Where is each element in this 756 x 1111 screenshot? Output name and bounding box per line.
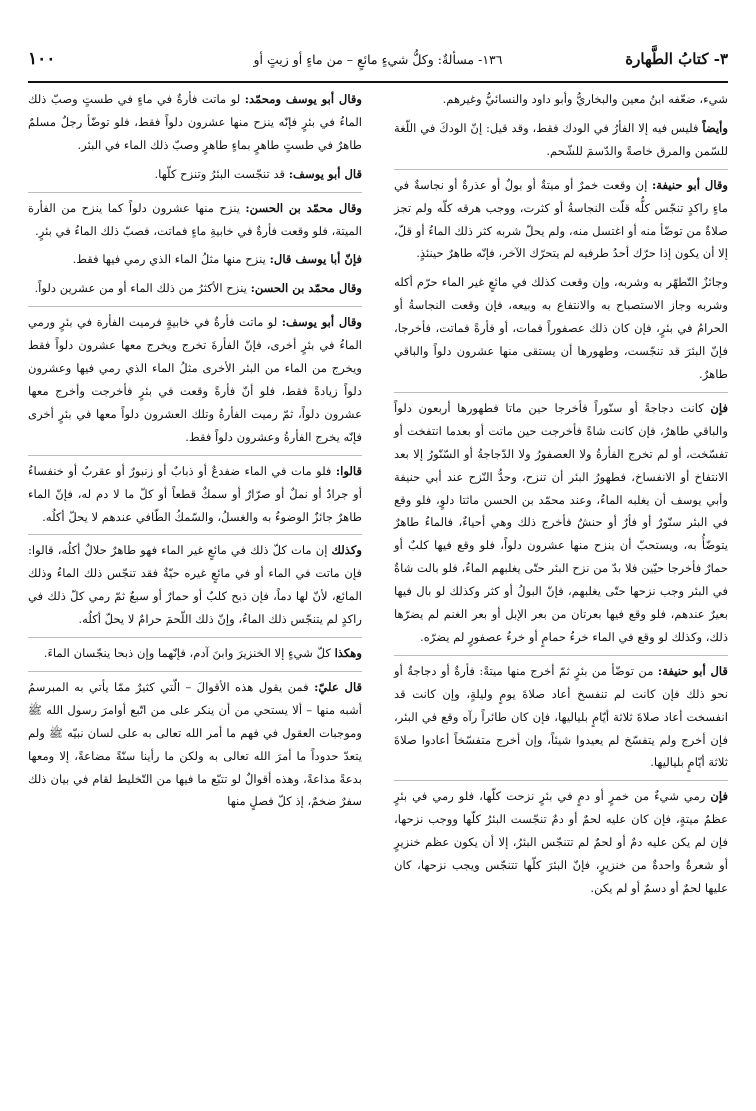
- left-column: [28, 88, 362, 1088]
- paragraph-lead: فإن: [710, 789, 728, 804]
- paragraph: [28, 534, 362, 631]
- paragraph: [28, 248, 362, 271]
- paragraph-text: من توضّأ من بئرٍ ثمّ أخرج منها ميتةً: فأرةٌ أو دجاجةٌ أو نحو ذلك فإن كانت لم تنفسخ أعاد صلاةَ يومٍ وليلةٍ، وإن كانت قد انفسخت أعاد صلاةَ ثلاثة أيّامٍ بلياليها، فإن كان طائراً رآه وقع في البئر، فإن أخرج ولم يتفسّخ لم يعيدوا شيئاً، وإن أخرج متفسّخاً أعادوا صلاةَ ثلاثة أيّامٍ بلياليها.: [394, 663, 728, 770]
- paragraph-lead: وقال محمّد بن الحسن:: [245, 200, 362, 215]
- paragraph-text: إن مات كلّ ذلك في مائعٍ غير الماء فهو طاهرٌ حلالٌ أكلُه، قالوا: فإن ماتت في الماء أو في مائعٍ غيره حيّةٌ فقد تنجّس ذلك الماءُ وذلك المائع، لأنّ لها دماً، فإن ذبح كلبٌ أو حمارٌ أو سبعٌ ثمّ رمي كلّ ذلك في راكدٍ لم يتنجّس ذلك الماءُ، وإنّ ذلك اللّحمَ حرامٌ لا يحلّ أكلُه.: [28, 543, 362, 627]
- paragraph: [28, 306, 362, 448]
- paragraph-text: قد تنجّست البئرُ وتنزح كلّها.: [154, 166, 286, 181]
- paragraph-text: ينزح منها مثلُ الماء الذي رمي فيها فقط.: [72, 252, 266, 267]
- paragraph: [394, 655, 728, 775]
- chapter-title: ٣- كتابُ الطَّهارة: [625, 50, 728, 68]
- paragraph-text: ينزح منها عشرون دلواً كما ينزح من الفأرة الميتة، فلو وقعت فأرةٌ في خابيةِ ماءٍ فماتت، فصبّ ذلك الماءُ في بئرٍ.: [28, 200, 362, 238]
- paragraph-text: وجائزٌ التّطهّر به وشربه، وإن وقعت كذلك في مائعٍ غير الماء حرّم أكله وشربه وجاز الاستصباح به والانتفاع به وبيعه، فإن وقعت النجاسةُ أو الحرامُ في بئرٍ، فإن كان ذلك عصفوراً فمات، أو فأرةً فماتت، فأخرجا، فإنّ البئرَ قد تنجّست، وطهورها أن يستقى منها عشرون دلواً والباقي طاهرٌ.: [394, 275, 728, 381]
- paragraph-lead: وأيضاً: [702, 120, 728, 135]
- paragraph: [394, 271, 728, 386]
- header-divider: [28, 81, 728, 83]
- paragraph-lead: وقال محمّد بن الحسن:: [250, 281, 362, 296]
- paragraph: [28, 163, 362, 186]
- paragraph: [394, 88, 728, 111]
- paragraph-lead: قال أبو يوسف:: [288, 166, 362, 181]
- paragraph-lead: قالوا:: [335, 463, 363, 478]
- paragraph-lead: وقال أبو حنيفة:: [651, 177, 728, 192]
- paragraph: [28, 88, 362, 157]
- paragraph-text: كانت دجاجةً أو سنّوراً فأخرجا حين ماتا فطهورها أربعون دلواً والباقي طاهرٌ، فإن كانت شاةً فأخرجت حين ماتت أو بعدما انتفخت أو تفسّخت، أو لم تخرج الفأرةُ ولا العصفورُ ولا الدّجاجةُ أو السّنّورُ إلا بعد الانتفاخ أو الانفساخ، فطهورُ البئر أن تنزح، وحدُّ النّزح عند أبي حنيفة وأبي يوسف أن يغلبه الماءُ، وعند محمّد بن الحسن ماثتا دلوٍ، فلو وقع في البئر سنّورٌ أو فأرٌ أو حنشٌ فأخرج ذلك وهي أحياءٌ، فالماءُ طاهرٌ يتوضّأُ به، ويستحبّ أن ينزح منها عشرون دلواً، فلو وقع فيها كلبٌ أو حمارٌ فأخرجا حيّين فلا بدّ من نزح البئر حتّى يغلبهم الماءُ، فلو بالت شاةٌ في البئر وجب نزحها حتّى يغلبهم، فإنّ البولُ أو كثر وكذلك لو بال فيها بعيرٌ عندهم، فلو وقع فيها بعرتان من بعر الإبل أو بعر الغنم لم يضرّها ذلك، وكذلك لو وقع في الماء خرءُ حمامٍ أو خرءُ عصفورٍ لم يضرّه.: [394, 400, 728, 644]
- paragraph-text: كلّ شيءٍ إلا الخنزيرَ وابنَ آدم، فإنّهما وإن ذبحا ينجّسان الماءَ.: [43, 646, 331, 661]
- paragraph: [394, 169, 728, 266]
- paragraph: [394, 117, 728, 163]
- paragraph-lead: وقال أبو يوسف:: [281, 315, 362, 330]
- right-column: [394, 88, 728, 1088]
- paragraph-text: فليس فيه إلا الفأرُ في الودك فقط، وقد قيل: إنّ الودكَ في اللّغة للسّمن والمرق خاصةً والدّسمَ للشّحم.: [394, 120, 728, 158]
- paragraph-lead: قال عليّ:: [314, 679, 363, 694]
- paragraph-text: فلو مات في الماء ضفدعٌ أو ذبابٌ أو زنبورٌ أو عقربٌ أو خنفساءُ أو جرادٌ أو نملٌ أو صرّارٌ أو سمكٌ قطعاً أو كلّ ما لا دم له، فإنّ الماء طاهرٌ جائزٌ الوضوءُ به والغسلُ، والسّمكُ الطّافي عندهم لا يحلّ أكلُه.: [28, 463, 362, 524]
- paragraph-lead: قال أبو حنيفة:: [657, 663, 728, 678]
- paragraph: [394, 392, 728, 649]
- paragraph-text: فمن يقول هذه الأقوالَ – الّتي كثيرٌ ممّا يأتي به المبرسمُ أشبه منها – ألا يستحي من أن ينكر على من اتّبع أوامرَ رسول الله ﷺ وموجبات العقول في فهم ما أمر الله تعالى به على لسان نبيّه ﷺ ولم يتعدّ حدوداً ما أمرَ الله تعالى به ولكن ما رأينا سنّةً مضاعةً، إلا ومعها بدعةً مذاعةً، وهذه أقوالٌ لو تتبّع ما فيها من التّخليط لقام في بيان ذلك سفرٌ ضخمٌ، إذ كلّ فصلٍ منها: [28, 679, 362, 809]
- paragraph-text: ينزح الأكثرُ من ذلك الماء أو من عشرين دلواً.: [34, 281, 247, 296]
- paragraph: [28, 671, 362, 813]
- section-title: ١٣٦- مسألةٌ: وكلُّ شيءٍ مائعٍ – من ماءٍ أو زيتٍ أو: [253, 52, 503, 67]
- paragraph-text: شيء، ضعّفه ابنُ معين والبخاريُّ وأبو داود والنسائيُّ وغيرهم.: [442, 92, 728, 106]
- page-header: [28, 40, 728, 80]
- paragraph-text: لو ماتت فأرةٌ في خابيةٍ فرميت الفأرة في بئرٍ ورمي الماءُ في بئرٍ أخرى، فإنّ الفأرةَ تخرج ويخرج معها عشرون دلواً فقط ويخرج من الماء من البئر الأخرى مثلُ الماء الذي رمي فيها وعشرون دلواً زيادةً فقط، فلو أنّ فأرةً وقعت في بئرٍ فأخرجت وأخرج معها عشرون دلواً، ثمّ رميت الفأرةُ وتلك العشرون دلواً معها في بئرٍ أخرى فإنّه يخرج الفأرةُ وعشرون دلواً فقط.: [28, 315, 362, 444]
- paragraph: [28, 637, 362, 665]
- paragraph-lead: فإن: [710, 400, 729, 415]
- paragraph-text: لو ماتت فأرةٌ في ماءٍ في طستٍ وصبّ ذلك الماءُ في بئرٍ فإنّه ينزح منها عشرون دلواً فقط، فلو توضّأ رجلٌ مسلمٌ طاهرٌ في طستٍ طاهرٍ بماءٍ طاهرٍ وصبّ ذلك الماء في البئر.: [28, 92, 362, 152]
- paragraph: [394, 780, 728, 900]
- paragraph: [28, 192, 362, 243]
- paragraph-lead: فإنّ أبا يوسف قال:: [269, 252, 362, 267]
- paragraph-lead: وكذلك: [331, 543, 363, 558]
- paragraph: [28, 277, 362, 300]
- page-number: ١٠٠: [28, 49, 56, 69]
- paragraph: [28, 455, 362, 529]
- paragraph-lead: وهكذا: [334, 646, 362, 661]
- paragraph-lead: وقال أبو يوسف ومحمّد:: [244, 92, 363, 106]
- paragraph-text: رمي شيءٌ من خمرٍ أو دمٍ في بئرٍ نزحت كلّها، فلو رمي في بئرٍ عظمٌ ميتةٍ، فإن كان عليه لحمٌ أو دمٌ تنجّست البئرُ كلّها ووجب نزحها، فإن لم يكن عليه دمٌ أو لحمٌ لم تتنجّس البئرُ، إلا أن يكون عظم خنزيرٍ أو شعرةٌ واحدةٌ من خنزيرٍ، فإنّ البئرَ كلّها تتنجّس ويجب نزحها، كان عليها لحمٌ أو دسمٌ أو لم يكن.: [394, 789, 728, 895]
- paragraph-text: إن وقعت خمرٌ أو ميتةٌ أو بولٌ أو عذرةٌ أو نجاسةٌ في ماءٍ راكدٍ تنجّس كلُّه قلّت النجاسةُ أو كثرت، ووجب هرقه كلّه ولم تجز صلاةٌ من توضّأ منه أو اغتسل منه، ولم يحلّ شربه كثر ذلك الماءُ أو قلّ، إلا أن يكون إذا حرّك أحدُ طرفيه لم يتحرّك الآخر، فإنّه طاهرٌ حينئذٍ.: [394, 177, 728, 261]
